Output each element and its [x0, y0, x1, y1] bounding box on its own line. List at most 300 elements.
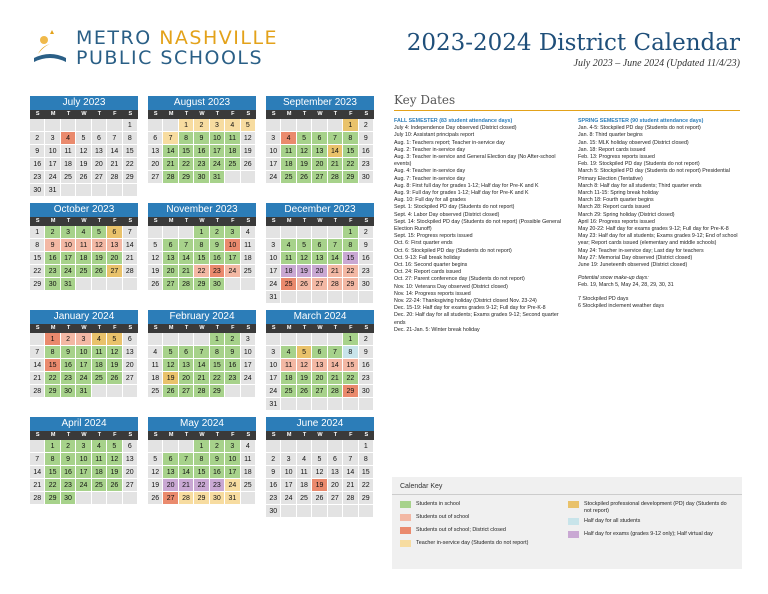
weekday-header: S — [35, 432, 40, 438]
calendar-day: 14 — [328, 145, 343, 158]
calendar-empty-cell — [148, 119, 163, 132]
calendar-empty-cell — [312, 505, 327, 518]
key-date-item: Dec. 20: Half day for all students; Exams grades 9-12; Second quarter ends — [394, 312, 559, 326]
calendar-day: 11 — [241, 239, 256, 252]
calendar-key-item — [400, 501, 560, 508]
calendar-key-item — [400, 527, 560, 534]
calendar-day: 9 — [194, 132, 209, 145]
snow-days-list: Feb. 19, March 5, May 24, 28, 29, 30, 31 — [578, 282, 674, 289]
weekday-header: T — [184, 325, 189, 331]
calendar-empty-cell — [76, 492, 91, 505]
calendar-day: 25 — [281, 278, 296, 291]
weekday-header: S — [128, 218, 133, 224]
calendar-day: 27 — [107, 265, 122, 278]
calendar-day: 20 — [312, 265, 327, 278]
calendar-day: 21 — [107, 158, 122, 171]
calendar-day: 30 — [210, 278, 225, 291]
calendar-day: 16 — [225, 359, 240, 372]
weekday-header: S — [364, 218, 369, 224]
calendar-day: 22 — [359, 479, 374, 492]
weekday-header: S — [153, 432, 158, 438]
calendar-day: 17 — [210, 145, 225, 158]
calendar-day: 6 — [148, 132, 163, 145]
weekday-header: T — [302, 218, 307, 224]
calendar-day: 8 — [343, 239, 358, 252]
weekday-header: F — [231, 432, 235, 438]
calendar-key-label: Students out of school — [416, 514, 470, 520]
weekday-header: F — [349, 111, 353, 117]
calendar-day: 9 — [61, 453, 76, 466]
calendar-day: 13 — [123, 346, 138, 359]
calendar-day: 4 — [148, 346, 163, 359]
calendar-day: 2 — [266, 453, 281, 466]
calendar-key-label: Teacher in-service day (Students do not report) — [416, 540, 529, 546]
calendar-day: 3 — [210, 119, 225, 132]
calendar-day: 31 — [76, 385, 91, 398]
calendar-day: 2 — [194, 119, 209, 132]
calendar-day: 21 — [328, 158, 343, 171]
calendar-day: 18 — [92, 359, 107, 372]
calendar-day: 29 — [343, 385, 358, 398]
calendar-day: 7 — [343, 453, 358, 466]
calendar-day: 17 — [225, 466, 240, 479]
weekday-header: M — [50, 111, 56, 117]
calendar-day: 27 — [123, 479, 138, 492]
calendar-empty-cell — [328, 333, 343, 346]
calendar-day: 11 — [76, 239, 91, 252]
key-dates-title: Key Dates — [394, 93, 456, 107]
calendar-day: 22 — [194, 265, 209, 278]
calendar-day: 18 — [281, 158, 296, 171]
calendar-day: 30 — [210, 492, 225, 505]
calendar-day: 27 — [92, 171, 107, 184]
calendar-day: 15 — [210, 359, 225, 372]
key-date-item: March 18: Fourth quarter begins — [578, 197, 654, 204]
key-date-item: March 28: Report cards issued — [578, 204, 651, 211]
weekday-header: T — [302, 111, 307, 117]
key-date-item: Sept. 4: Labor Day observed (District closed) — [394, 211, 500, 218]
calendar-day: 17 — [241, 359, 256, 372]
calendar-day: 21 — [30, 372, 45, 385]
calendar-day: 17 — [45, 158, 60, 171]
calendar-day: 8 — [30, 239, 45, 252]
calendar-empty-cell — [107, 278, 122, 291]
calendar-day: 9 — [45, 239, 60, 252]
weekday-header: F — [231, 111, 235, 117]
month-title: October 2023 — [30, 203, 138, 217]
calendar-empty-cell — [312, 440, 327, 453]
calendar-day: 16 — [359, 359, 374, 372]
calendar-empty-cell — [30, 119, 45, 132]
weekday-header: S — [364, 111, 369, 117]
calendar-day: 28 — [30, 492, 45, 505]
calendar-day: 29 — [359, 492, 374, 505]
calendar-day: 3 — [225, 226, 240, 239]
calendar-day: 2 — [210, 226, 225, 239]
weekday-header: T — [66, 325, 71, 331]
month-title: August 2023 — [148, 96, 256, 110]
calendar-day: 25 — [92, 372, 107, 385]
calendar-day: 5 — [297, 239, 312, 252]
calendar-empty-cell — [163, 440, 178, 453]
calendar-empty-cell — [297, 505, 312, 518]
calendar-empty-cell — [123, 492, 138, 505]
weekday-header: S — [35, 218, 40, 224]
calendar-empty-cell — [179, 333, 194, 346]
calendar-day: 15 — [123, 145, 138, 158]
color-swatch — [400, 514, 411, 521]
calendar-day: 18 — [225, 145, 240, 158]
weekday-header: W — [317, 432, 323, 438]
calendar-day: 9 — [266, 466, 281, 479]
calendar-day: 23 — [359, 158, 374, 171]
calendar-day: 25 — [297, 492, 312, 505]
weekday-header: F — [231, 325, 235, 331]
calendar-day: 12 — [107, 346, 122, 359]
calendar-empty-cell — [312, 119, 327, 132]
calendar-day: 3 — [225, 440, 240, 453]
calendar-empty-cell — [343, 440, 358, 453]
calendar-day: 27 — [312, 171, 327, 184]
calendar-empty-cell — [123, 184, 138, 197]
calendar-day: 7 — [30, 346, 45, 359]
calendar-empty-cell — [328, 440, 343, 453]
calendar-day: 15 — [343, 145, 358, 158]
calendar-day: 25 — [281, 385, 296, 398]
calendar-day: 3 — [45, 132, 60, 145]
weekday-header: T — [215, 218, 220, 224]
calendar-day: 10 — [210, 132, 225, 145]
calendar-day: 9 — [359, 346, 374, 359]
weekday-header: M — [50, 432, 56, 438]
calendar-day: 1 — [30, 226, 45, 239]
key-date-item: July 4: Independence Day observed (District closed) — [394, 125, 517, 132]
calendar-day: 28 — [194, 385, 209, 398]
calendar-day: 15 — [194, 252, 209, 265]
calendar-empty-cell — [266, 440, 281, 453]
calendar-empty-cell — [343, 505, 358, 518]
color-swatch — [400, 527, 411, 534]
calendar-empty-cell — [328, 226, 343, 239]
calendar-empty-cell — [241, 492, 256, 505]
calendar-day: 10 — [45, 145, 60, 158]
calendar-day: 8 — [123, 132, 138, 145]
calendar-day: 7 — [179, 239, 194, 252]
calendar-day: 11 — [281, 145, 296, 158]
spring-semester-heading: SPRING SEMESTER (90 student attendance days) — [578, 118, 704, 124]
calendar-day: 1 — [194, 440, 209, 453]
calendar-day: 24 — [241, 372, 256, 385]
weekday-header: M — [168, 218, 174, 224]
key-date-item: March 11-15: Spring break holiday — [578, 190, 659, 197]
calendar-day: 2 — [45, 226, 60, 239]
calendar-day: 19 — [107, 466, 122, 479]
key-date-item: Oct. 24: Report cards issued — [394, 269, 462, 276]
calendar-day: 11 — [148, 359, 163, 372]
calendar-day: 1 — [343, 333, 358, 346]
calendar-day: 10 — [241, 346, 256, 359]
calendar-day: 21 — [328, 372, 343, 385]
calendar-day: 18 — [92, 466, 107, 479]
calendar-day: 21 — [163, 158, 178, 171]
calendar-day: 30 — [359, 171, 374, 184]
calendar-empty-cell — [359, 398, 374, 411]
calendar-key-item — [568, 501, 728, 514]
calendar-day: 1 — [343, 226, 358, 239]
month-title: July 2023 — [30, 96, 138, 110]
calendar-empty-cell — [163, 119, 178, 132]
calendar-day: 10 — [266, 359, 281, 372]
calendar-empty-cell — [123, 278, 138, 291]
calendar-day: 11 — [241, 453, 256, 466]
month-calendar — [266, 310, 374, 411]
calendar-day: 21 — [343, 479, 358, 492]
calendar-empty-cell — [241, 171, 256, 184]
calendar-day: 27 — [328, 492, 343, 505]
lamp-book-logo-icon — [30, 28, 70, 68]
month-calendar — [148, 417, 256, 518]
calendar-day: 23 — [45, 265, 60, 278]
month-title: November 2023 — [148, 203, 256, 217]
calendar-day: 29 — [343, 278, 358, 291]
calendar-key-label: Half day for exams (grades 9-12 only); Half virtual day — [584, 531, 713, 537]
calendar-day: 24 — [45, 171, 60, 184]
calendar-day: 10 — [76, 453, 91, 466]
calendar-day: 28 — [163, 171, 178, 184]
calendar-day: 11 — [297, 466, 312, 479]
calendar-day: 20 — [92, 158, 107, 171]
key-date-item: Feb. 19: Stockpiled PD day (Students do not report) — [578, 161, 700, 168]
calendar-day: 1 — [123, 119, 138, 132]
calendar-day: 28 — [328, 385, 343, 398]
weekday-header: S — [128, 325, 133, 331]
calendar-day: 18 — [241, 466, 256, 479]
calendar-empty-cell — [92, 119, 107, 132]
calendar-day: 22 — [45, 372, 60, 385]
calendar-day: 14 — [30, 466, 45, 479]
calendar-day: 16 — [45, 252, 60, 265]
calendar-day: 24 — [225, 265, 240, 278]
calendar-day: 29 — [194, 492, 209, 505]
calendar-day: 11 — [281, 359, 296, 372]
calendar-day: 1 — [179, 119, 194, 132]
weekday-header: T — [184, 432, 189, 438]
calendar-day: 24 — [266, 385, 281, 398]
calendar-day: 10 — [61, 239, 76, 252]
calendar-day: 5 — [148, 453, 163, 466]
calendar-empty-cell — [225, 385, 240, 398]
calendar-day: 9 — [359, 239, 374, 252]
calendar-day: 24 — [210, 158, 225, 171]
weekday-header: F — [349, 432, 353, 438]
calendar-day: 4 — [92, 333, 107, 346]
calendar-day: 20 — [107, 252, 122, 265]
weekday-header: T — [184, 111, 189, 117]
weekday-header: S — [153, 325, 158, 331]
weekday-header: S — [153, 218, 158, 224]
calendar-day: 26 — [163, 385, 178, 398]
calendar-day: 12 — [297, 145, 312, 158]
calendar-key-item — [568, 531, 728, 538]
calendar-day: 16 — [359, 252, 374, 265]
calendar-day: 30 — [359, 278, 374, 291]
calendar-day: 19 — [297, 158, 312, 171]
calendar-day: 29 — [30, 278, 45, 291]
calendar-day: 5 — [312, 453, 327, 466]
calendar-empty-cell — [281, 333, 296, 346]
calendar-day: 20 — [312, 372, 327, 385]
calendar-day: 10 — [281, 466, 296, 479]
calendar-empty-cell — [30, 333, 45, 346]
calendar-day: 22 — [45, 479, 60, 492]
calendar-day: 4 — [61, 132, 76, 145]
key-date-item: Aug. 2: Teacher in-service day — [394, 146, 466, 153]
calendar-empty-cell — [281, 398, 296, 411]
calendar-day: 17 — [281, 479, 296, 492]
calendar-day: 18 — [281, 265, 296, 278]
calendar-day: 27 — [123, 372, 138, 385]
calendar-day: 25 — [92, 479, 107, 492]
calendar-day: 10 — [225, 453, 240, 466]
snow-days-heading: Potential snow make-up days: — [578, 275, 649, 282]
calendar-key-label: Stockpiled professional development (PD) day (Students do not report) — [584, 501, 727, 514]
calendar-day: 15 — [343, 359, 358, 372]
calendar-empty-cell — [148, 333, 163, 346]
calendar-day: 3 — [76, 333, 91, 346]
weekday-header: S — [364, 325, 369, 331]
weekday-header: T — [66, 111, 71, 117]
weekday-header: W — [199, 218, 205, 224]
calendar-day: 12 — [148, 466, 163, 479]
calendar-day: 1 — [45, 440, 60, 453]
calendar-empty-cell — [343, 398, 358, 411]
calendar-empty-cell — [148, 440, 163, 453]
calendar-day: 31 — [45, 184, 60, 197]
calendar-day: 31 — [266, 398, 281, 411]
calendar-empty-cell — [359, 505, 374, 518]
weekday-header: S — [246, 325, 251, 331]
weekday-header: S — [364, 432, 369, 438]
key-date-item: Aug. 4: Teacher in-service day — [394, 168, 466, 175]
calendar-day: 6 — [163, 453, 178, 466]
key-date-item: Jan. 8: Third quarter begins — [578, 132, 643, 139]
calendar-day: 21 — [179, 479, 194, 492]
key-date-item: Dec. 15-19: Half day for exams grades 9-12; Full day for Pre-K-8 — [394, 305, 546, 312]
calendar-day: 1 — [343, 119, 358, 132]
key-date-item: March 5: Stockpiled PD day (Students do not report) Presidential Primary Election (Tentative) — [578, 168, 730, 182]
calendar-day: 26 — [107, 479, 122, 492]
calendar-key-item — [400, 514, 560, 521]
calendar-day: 25 — [241, 265, 256, 278]
weekday-header: F — [231, 218, 235, 224]
calendar-day: 12 — [76, 145, 91, 158]
calendar-day: 28 — [328, 278, 343, 291]
calendar-day: 27 — [179, 385, 194, 398]
calendar-day: 22 — [123, 158, 138, 171]
key-date-item: Aug. 8: First full day for grades 1-12; Half day for Pre-K and K — [394, 182, 539, 189]
calendar-empty-cell — [359, 291, 374, 304]
calendar-day: 23 — [359, 265, 374, 278]
calendar-day: 8 — [45, 453, 60, 466]
calendar-empty-cell — [328, 291, 343, 304]
calendar-day: 6 — [163, 239, 178, 252]
calendar-day: 8 — [343, 132, 358, 145]
key-date-item: Sept. 14: Stockpiled PD day (Students do not report) (Possible General Election Runoff) — [394, 218, 561, 233]
calendar-day: 11 — [92, 346, 107, 359]
weekday-header: T — [184, 218, 189, 224]
calendar-day: 13 — [92, 145, 107, 158]
calendar-day: 19 — [163, 372, 178, 385]
key-date-item: Dec. 21-Jan. 5: Winter break holiday — [394, 326, 480, 333]
calendar-day: 29 — [343, 171, 358, 184]
spring-semester-list — [578, 118, 748, 310]
calendar-empty-cell — [281, 505, 296, 518]
calendar-empty-cell — [92, 492, 107, 505]
weekday-header: W — [81, 325, 87, 331]
weekday-header: W — [81, 218, 87, 224]
weekday-header: F — [349, 218, 353, 224]
calendar-day: 11 — [225, 132, 240, 145]
calendar-day: 15 — [30, 252, 45, 265]
weekday-header: S — [271, 325, 276, 331]
calendar-empty-cell — [312, 226, 327, 239]
calendar-day: 15 — [45, 466, 60, 479]
calendar-day: 12 — [107, 453, 122, 466]
calendar-day: 5 — [163, 346, 178, 359]
calendar-day: 15 — [179, 145, 194, 158]
weekday-header: T — [333, 218, 338, 224]
weekday-header: T — [302, 325, 307, 331]
calendar-key-label: Half day for all students — [584, 518, 641, 524]
calendar-day: 16 — [210, 252, 225, 265]
calendar-day: 28 — [107, 171, 122, 184]
month-calendar — [148, 96, 256, 197]
calendar-empty-cell — [179, 440, 194, 453]
pd-days-count: 7 Stockpiled PD days — [578, 295, 629, 302]
key-date-item: Aug. 9: Full day for grades 1-12; Half day for Pre-K and K — [394, 190, 529, 197]
key-date-item: March 8: Half day for all students; Third quarter ends — [578, 182, 702, 189]
calendar-day: 6 — [123, 333, 138, 346]
calendar-day: 22 — [179, 158, 194, 171]
calendar-day: 26 — [312, 492, 327, 505]
calendar-day: 20 — [123, 359, 138, 372]
calendar-empty-cell — [92, 385, 107, 398]
calendar-day: 25 — [241, 479, 256, 492]
key-date-item: Oct. 9-13: Fall break holiday — [394, 254, 461, 261]
calendar-day: 20 — [123, 466, 138, 479]
calendar-empty-cell — [76, 119, 91, 132]
weekday-header: M — [168, 325, 174, 331]
weekday-header: W — [199, 432, 205, 438]
calendar-empty-cell — [30, 440, 45, 453]
calendar-empty-cell — [225, 171, 240, 184]
calendar-day: 24 — [61, 265, 76, 278]
weekday-header: T — [66, 432, 71, 438]
calendar-day: 21 — [30, 479, 45, 492]
color-swatch — [568, 501, 579, 508]
month-calendars — [30, 96, 375, 518]
calendar-day: 2 — [225, 333, 240, 346]
calendar-day: 27 — [312, 385, 327, 398]
calendar-empty-cell — [241, 385, 256, 398]
calendar-empty-cell — [266, 119, 281, 132]
calendar-day: 12 — [163, 359, 178, 372]
calendar-day: 14 — [123, 239, 138, 252]
calendar-key-label: Students out of school; District closed — [416, 527, 506, 533]
color-swatch — [400, 501, 411, 508]
month-calendar — [266, 96, 374, 197]
weekday-header: M — [286, 111, 292, 117]
